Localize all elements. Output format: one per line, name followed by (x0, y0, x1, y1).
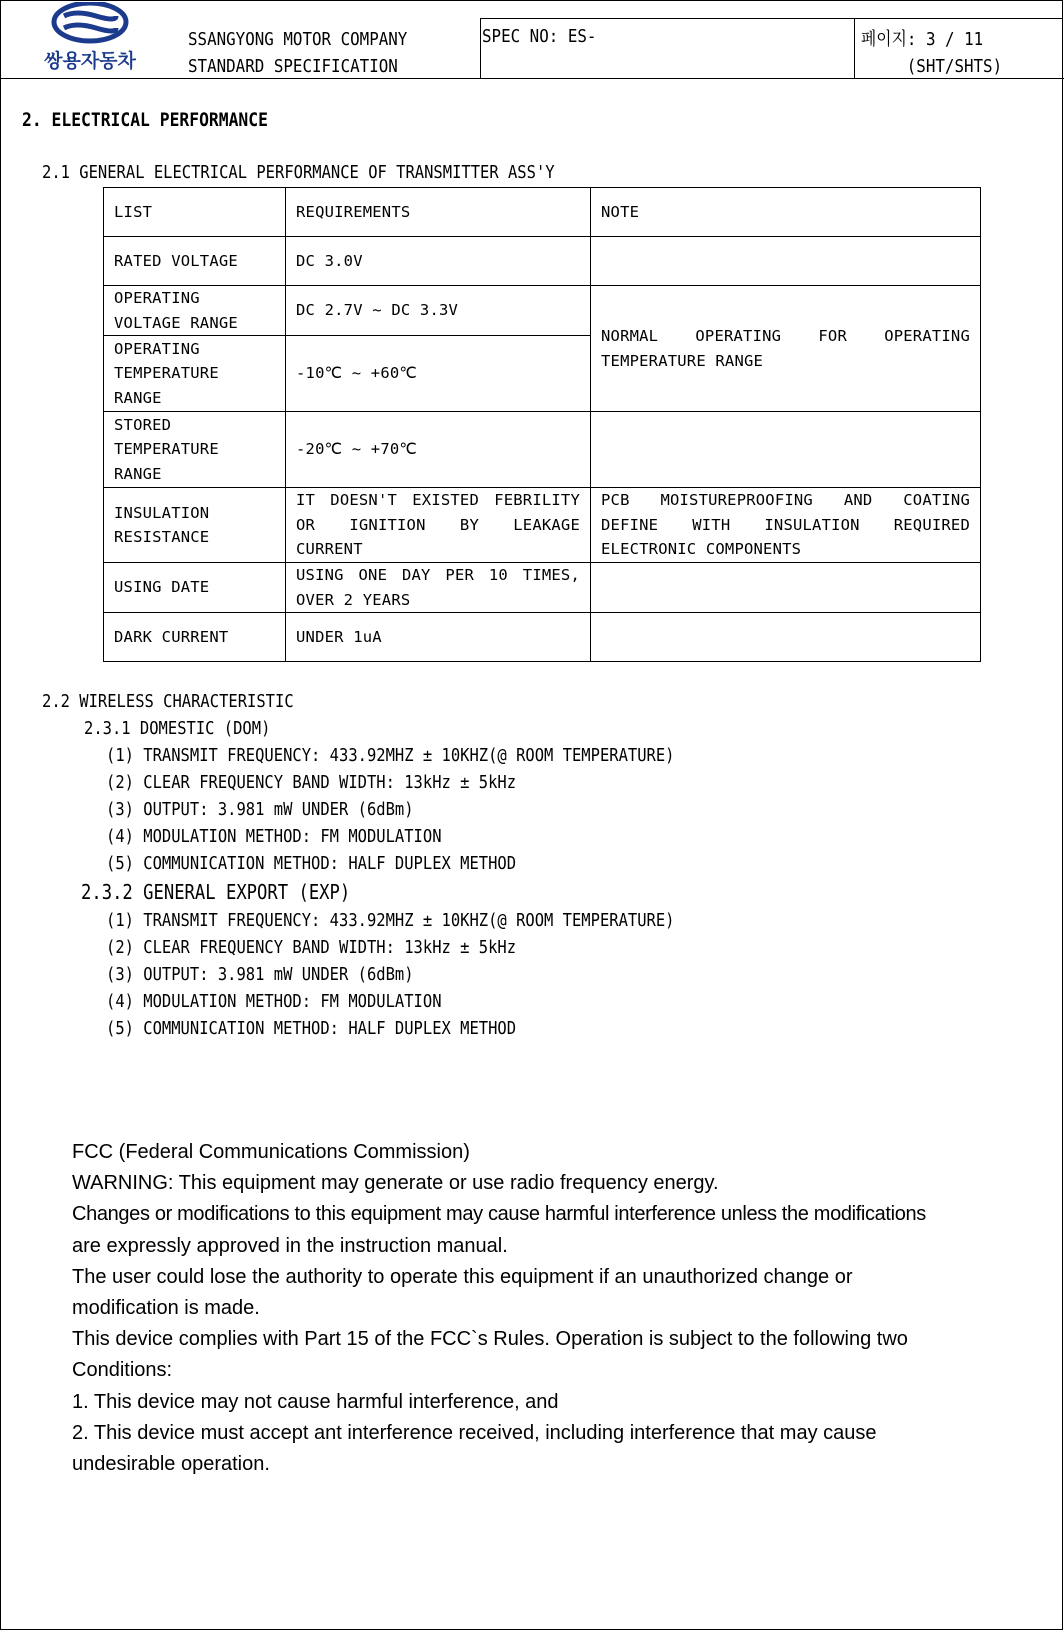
electrical-performance-table (103, 187, 981, 662)
ssangyong-logo (14, 2, 166, 74)
fcc-line: 2. This device must accept ant interference received, including interference that may cause (72, 1421, 877, 1444)
fcc-line: This device complies with Part 15 of the FCC`s Rules. Operation is subject to the following two (72, 1328, 908, 1351)
list-item: (4) MODULATION METHOD: FM MODULATION (106, 991, 442, 1012)
table-row: OPERATING VOLTAGE RANGE DC 2.7V ~ DC 3.3V NORMAL OPERATING FOR OPERATING TEMPERATURE RANGE (104, 286, 981, 336)
table-row: OPERATING TEMPERATURE RANGE -10℃ ~ +60℃ (104, 336, 981, 412)
table-row: INSULATION RESISTANCE IT DOESN'T EXISTED FEBRILITY OR IGNITION BY LEAKAGE CURRENT PCB MOISTUREPROOFING AND COATING DEFINE WITH INSULATION REQUIRED ELECTRONIC COMPONENTS (104, 488, 981, 563)
fcc-line: WARNING: This equipment may generate or use radio frequency energy. (72, 1172, 719, 1195)
svg-text:쌍용자동차: 쌍용자동차 (44, 50, 136, 72)
list-item: (2) CLEAR FREQUENCY BAND WIDTH: 13kHz ± 5kHz (106, 937, 517, 958)
subsection-2-1-title: 2.1 GENERAL ELECTRICAL PERFORMANCE OF TRANSMITTER ASS'Y (42, 162, 555, 183)
list-item: (5) COMMUNICATION METHOD: HALF DUPLEX METHOD (106, 853, 517, 874)
table-row: RATED VOLTAGE DC 3.0V (104, 237, 981, 286)
header-note: NOTE (591, 188, 981, 237)
fcc-line: Conditions: (72, 1359, 173, 1382)
subsection-2-2-title: 2.2 WIRELESS CHARACTERISTIC (42, 691, 294, 712)
table-header-row (104, 188, 981, 237)
list-item: (1) TRANSMIT FREQUENCY: 433.92MHZ ± 10KHZ(@ ROOM TEMPERATURE) (106, 910, 675, 931)
list-item: (1) TRANSMIT FREQUENCY: 433.92MHZ ± 10KHZ(@ ROOM TEMPERATURE) (106, 745, 675, 766)
fcc-line: are expressly approved in the instruction manual. (72, 1234, 508, 1257)
table-row: DARK CURRENT UNDER 1uA (104, 613, 981, 662)
fcc-line: Changes or modifications to this equipment may cause harmful interference unless the modifications (72, 1203, 926, 1226)
fcc-line: undesirable operation. (72, 1453, 270, 1476)
header-requirements: REQUIREMENTS (286, 188, 591, 237)
fcc-line: 1. This device may not cause harmful interference, and (72, 1390, 559, 1413)
fcc-line: FCC (Federal Communications Commission) (72, 1141, 470, 1163)
list-item: (3) OUTPUT: 3.981 mW UNDER (6dBm) (106, 799, 414, 820)
domestic-title: 2.3.1 DOMESTIC (DOM) (84, 718, 271, 739)
list-item: (3) OUTPUT: 3.981 mW UNDER (6dBm) (106, 964, 414, 985)
table-row: STORED TEMPERATURE RANGE -20℃ ~ +70℃ (104, 412, 981, 488)
table-row: USING DATE USING ONE DAY PER 10 TIMES, OVER 2 YEARS (104, 563, 981, 613)
fcc-statement (72, 1137, 1062, 1480)
fcc-line: The user could lose the authority to operate this equipment if an unauthorized change or (72, 1265, 853, 1288)
list-item: (2) CLEAR FREQUENCY BAND WIDTH: 13kHz ± 5kHz (106, 772, 517, 793)
list-item: (4) MODULATION METHOD: FM MODULATION (106, 826, 442, 847)
export-title: 2.3.2 GENERAL EXPORT (EXP) (81, 880, 351, 904)
fcc-line: modification is made. (72, 1297, 260, 1320)
spec-number: SPEC NO: ES- (482, 26, 597, 47)
header-list: LIST (104, 188, 286, 237)
list-item: (5) COMMUNICATION METHOD: HALF DUPLEX METHOD (106, 1018, 517, 1039)
page-number: 페이지: 3 / 11 (SHT/SHTS) (861, 29, 1003, 77)
company-name: SSANGYONG MOTOR COMPANY STANDARD SPECIFICATION (188, 29, 408, 77)
section-title: 2. ELECTRICAL PERFORMANCE (22, 109, 268, 131)
